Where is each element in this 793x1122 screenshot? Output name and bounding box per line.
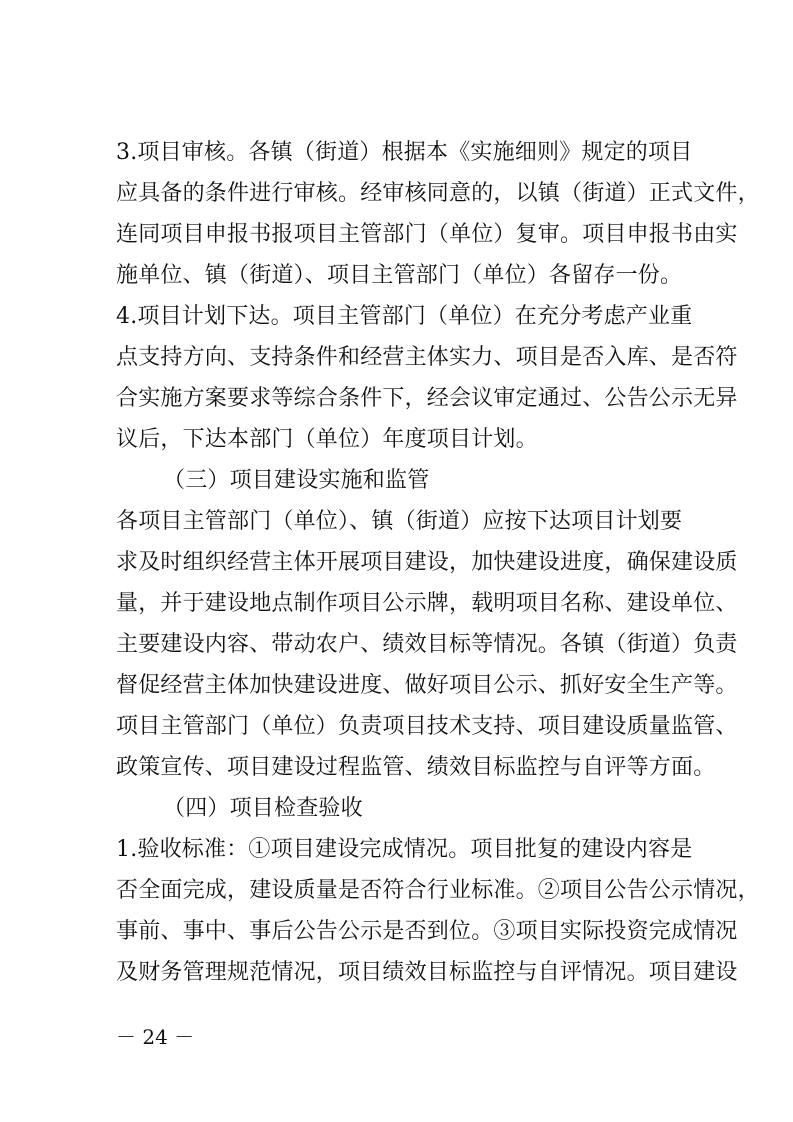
paragraph-line: 量，并于建设地点制作项目公示牌，载明项目名称、建设单位、 <box>116 591 738 616</box>
paragraph-line: 1.验收标准：①项目建设完成情况。项目批复的建设内容是 <box>116 837 693 862</box>
paragraph-line: 施单位、镇（街道）、项目主管部门（单位）各留存一份。 <box>116 263 683 288</box>
paragraph-line: 主要建设内容、带动农户、绩效目标等情况。各镇（街道）负责 <box>116 632 738 657</box>
paragraph-line: 及财务管理规范情况，项目绩效目标监控与自评情况。项目建设 <box>116 960 738 985</box>
paragraph-line: 点支持方向、支持条件和经营主体实力、项目是否入库、是否符 <box>116 345 738 370</box>
section-heading: （三）项目建设实施和监管 <box>163 468 430 493</box>
paragraph-line: 应具备的条件进行审核。经审核同意的，以镇（街道）正式文件， <box>116 181 760 206</box>
paragraph-line: 4.项目计划下达。项目主管部门（单位）在充分考虑产业重 <box>116 304 693 329</box>
paragraph-line: 各项目主管部门（单位）、镇（街道）应按下达项目计划要 <box>116 509 683 534</box>
paragraph-line: 连同项目申报书报项目主管部门（单位）复审。项目申报书由实 <box>116 222 738 247</box>
paragraph-line: 求及时组织经营主体开展项目建设，加快建设进度，确保建设质 <box>116 550 738 575</box>
section-heading: （四）项目检查验收 <box>163 796 363 821</box>
paragraph-line: 否全面完成，建设质量是否符合行业标准。②项目公告公示情况， <box>116 878 760 903</box>
paragraph-line: 合实施方案要求等综合条件下，经会议审定通过、公告公示无异 <box>116 386 738 411</box>
paragraph-line: 事前、事中、事后公告公示是否到位。③项目实际投资完成情况 <box>116 919 738 944</box>
paragraph-line: 督促经营主体加快建设进度、做好项目公示、抓好安全生产等。 <box>116 673 738 698</box>
paragraph-line: 项目主管部门（单位）负责项目技术支持、项目建设质量监管、 <box>116 714 738 739</box>
paragraph-line: 政策宣传、项目建设过程监管、绩效目标监控与自评等方面。 <box>116 755 716 780</box>
paragraph-line: 议后，下达本部门（单位）年度项目计划。 <box>116 427 538 452</box>
paragraph-line: 3.项目审核。各镇（街道）根据本《实施细则》规定的项目 <box>116 140 693 165</box>
page-number: － 24 － <box>116 1025 195 1049</box>
document-body <box>116 132 760 993</box>
